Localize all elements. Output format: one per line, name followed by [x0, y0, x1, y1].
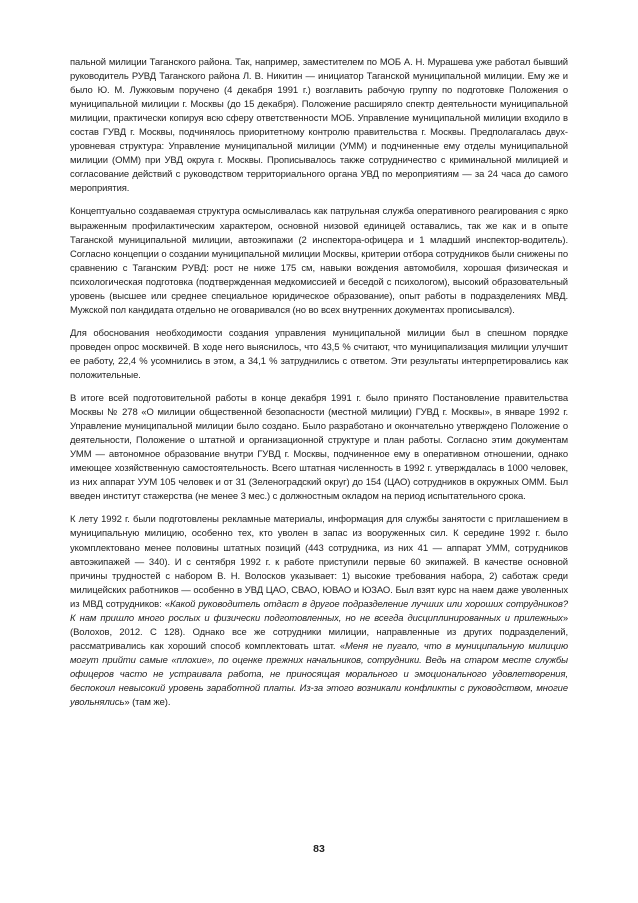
quote-italic: Какой руководитель отдаст в другое подразделение лучших или хороших сотрудников? К нам пришло много рослых и физически подготовленных, но не всегда дисциплинированных и прилежных	[70, 598, 568, 624]
paragraph-2	[70, 205, 568, 317]
text-run: Для обоснования необходимости создания управления муниципальной милиции был в спешном порядке проведен опрос москвичей. В ходе него выяснилось, что 43,5 % считают, что муниципализация милиции улучшит ее работу, 22,4 % усомнились в этом, а 34,1 % затруднились с ответом. Эти результаты интерпретировались как положительные.	[70, 327, 568, 381]
paragraph-5	[70, 513, 568, 710]
text-run: пальной милиции Таганского района. Так, например, заместителем по МОБ А. Н. Мурашева уже работал бывший руководитель РУВД Таганского района Л. В. Никитин — инициатор Таганской муниципальной милиции. Ему же и было Ю. М. Лужковым поручено (4 декабря 1991 г.) возглавить рабочую группу по подготовке Положения о муниципальной милиции г. Москвы (до 15 декабря). Положение расширяло спектр деятельности муниципальной милиции, практически копируя всю сферу ответственности МОБ. Управление муниципальной милиции входило в состав ГУВД г. Москвы, подчинялось приоритетному контролю правительства г. Москвы. Предполагалась двухуровневая структура: Управление муниципальной милиции (УММ) и подчиненные ему отделы муниципальной милиции (ОММ) при УВД округа г. Москвы. Прописывалось также сотрудничество с криминальной милицией и согласование действий с руководством территориального органа УВД по мероприятиям — за 24 часа до самого мероприятия.	[70, 57, 568, 195]
text-run: » (там же).	[124, 697, 171, 709]
paragraph-1	[70, 56, 568, 196]
text-run: » (Волохов, 2012. С 128). Однако все же сотрудники милиции, направленные из других подразделений, рассматривались как хороший способ комплектовать штат. «	[70, 612, 568, 652]
text-run: В итоге всей подготовительной работы в конце декабря 1991 г. было принято Постановление правительства Москвы № 278 «О милиции общественной безопасности (местной милиции) ГУВД г. Москвы», в январе 1992 г. Управление муниципальной милиции было создано. Было разработано и окончательно утверждено Положение о деятельности, Положение о штатной и организационной структуре и план работы. Согласно этим документам УММ — автономное образование внутри ГУВД г. Москвы, подчиненное ему в оперативном отношении, однако имеющее хозяйственную самостоятельность. Всего штатная численность в 1992 г. утверждалась в 1000 человек, из них аппарат УУМ 105 человек и от 31 (Зеленоградский округ) до 154 (ЦАО) сотрудников в окружных ОММ. Был введен институт стажерства (не менее 3 мес.) с должностным окладом на период испытательного срока.	[70, 393, 568, 503]
text-run: Концептуально создаваемая структура осмысливалась как патрульная служба оперативного реагирования с ярко выраженным профилактическим характером, основной низовой единицей оставались, так же как и в опыте Таганской муниципальной милиции, автоэкипажи (2 инспектора-офицера и 1 младший инспектор-водитель). Согласно концепции о создании муниципальной милиции Москвы, критерии отбора сотрудников были снижены по сравнению с Таганским РУВД: рост не ниже 175 см, навыки вождения автомобиля, хорошая физическая и психологическая подготовка (подтвержденная медкомиссией и беседой с психологом), высокий образовательный уровень (высшее или среднее специальное юридическое образование), опыт работы в подразделениях МВД. Мужской пол кандидата отдельно не оговаривался (но во всех внутренних документах прописывался).	[70, 206, 568, 316]
quote-italic: Меня не пугало, что в муниципальную милицию могут прийти самые «плохие», по оценке прежних начальников, сотрудники. Ведь на старом месте службы офицеров часто не устраивала работа, не приносящая морального и эмоционального удовлетворения, беспокоил невысокий уровень заработной платы. Из-за этого возникали конфликты с руководством, многие увольнялись	[70, 640, 568, 709]
paragraph-3	[70, 327, 568, 383]
paragraph-4	[70, 392, 568, 504]
body-text	[70, 56, 568, 719]
text-run: К лету 1992 г. были подготовлены рекламные материалы, информация для службы занятости с приглашением в муниципальную милицию, особенно тех, кто уволен в запас из вооруженных сил. К середине 1992 г. было укомплектовано менее половины штатных позиций (443 сотрудника, из них 41 — аппарат УММ, сотрудников автоэкипажей — 340). И с сентября 1992 г. к работе приступили первые 60 экипажей. В качестве основной причины трудностей с набором В. Н. Волосков указывает: 1) высокие требования набора, 2) саботаж среди милицейских работников — особенно в УВД ЦАО, СВАО, ЮВАО и ЮЗАО. Был взят курс на наем даже уволенных из МВД сотрудников: «	[70, 514, 568, 610]
page-number: 83	[313, 843, 325, 855]
